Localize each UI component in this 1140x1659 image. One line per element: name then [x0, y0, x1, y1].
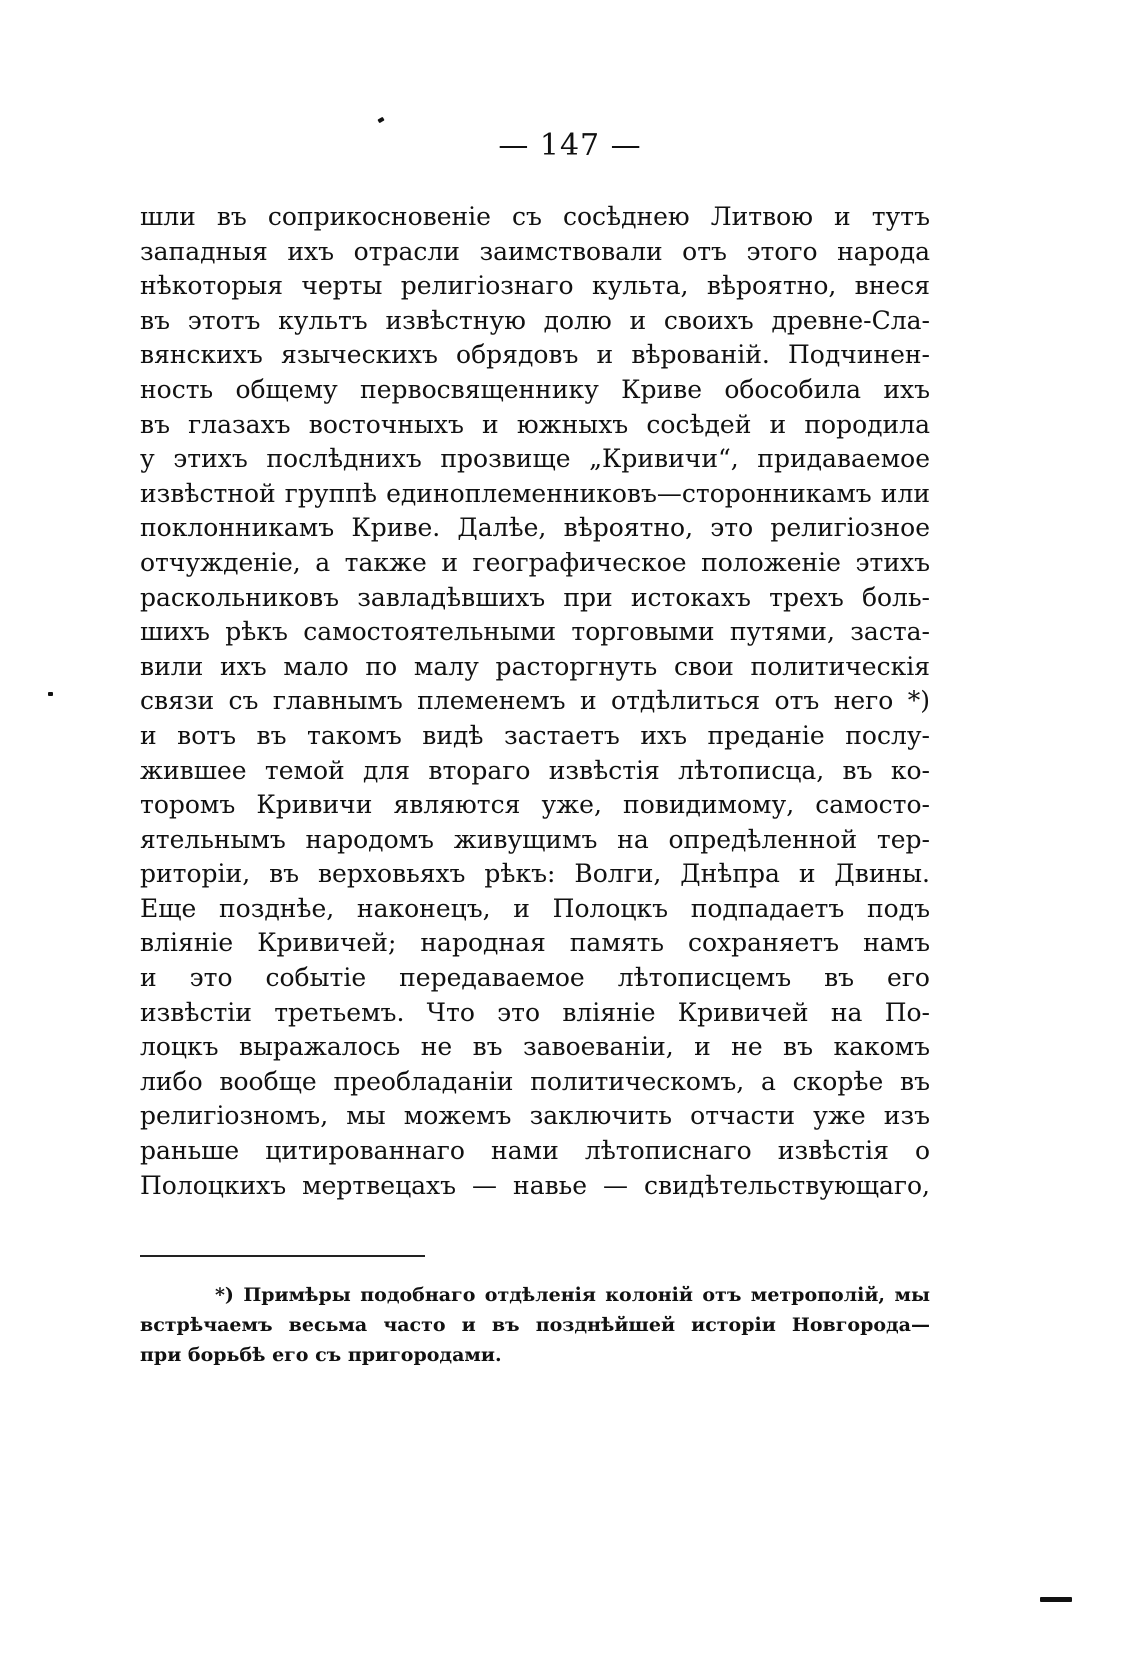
- text-line: извѣстной группѣ единоплеменниковъ—сторонникамъ или: [140, 478, 930, 508]
- scan-speck: [377, 117, 384, 123]
- text-line: шихъ рѣкъ самостоятельными торговыми путями, заста-: [140, 617, 930, 647]
- footnote-line: встрѣчаемъ весьма часто и въ позднѣйшей исторіи Новгорода—: [140, 1314, 930, 1336]
- text-line: религіозномъ, мы можемъ заключить отчасти уже изъ: [140, 1101, 930, 1131]
- text-line: вліяніе Кривичей; народная память сохраняетъ намъ: [140, 928, 930, 958]
- text-line: раскольниковъ завладѣвшихъ при истокахъ трехъ боль-: [140, 582, 930, 612]
- scan-speck: [48, 692, 53, 696]
- text-line: торомъ Кривичи являются уже, повидимому, самосто-: [140, 790, 930, 820]
- scan-speck: [1040, 1597, 1072, 1602]
- footnote-rule: [140, 1255, 425, 1257]
- footnote: [140, 1280, 930, 1370]
- text-line: вили ихъ мало по малу расторгнуть свои политическія: [140, 651, 930, 681]
- text-line: Полоцкихъ мертвецахъ — навье — свидѣтельствующаго,: [140, 1170, 930, 1200]
- footnote-line: при борьбѣ его съ пригородами.: [140, 1344, 502, 1366]
- text-line: лоцкъ выражалось не въ завоеваніи, и не въ какомъ: [140, 1032, 930, 1062]
- text-line: либо вообще преобладаніи политическомъ, а скорѣе въ: [140, 1066, 930, 1096]
- text-line: у этихъ послѣднихъ прозвище „Кривичи“, придаваемое: [140, 444, 930, 474]
- text-line: ятельнымъ народомъ живущимъ на опредѣленной тер-: [140, 824, 930, 854]
- text-line: связи съ главнымъ племенемъ и отдѣлиться отъ него *): [140, 686, 930, 716]
- text-line: отчужденіе, а также и географическое положеніе этихъ: [140, 547, 930, 577]
- text-line: ность общему первосвященнику Криве обособила ихъ: [140, 374, 930, 404]
- text-line: раньше цитированнаго нами лѣтописнаго извѣстія о: [140, 1136, 930, 1166]
- text-line: въ глазахъ восточныхъ и южныхъ сосѣдей и породила: [140, 409, 930, 439]
- text-line: Еще позднѣе, наконецъ, и Полоцкъ подпадаетъ подъ: [140, 893, 930, 923]
- text-line: поклонникамъ Криве. Далѣе, вѣроятно, это религіозное: [140, 513, 930, 543]
- text-line: и вотъ въ такомъ видѣ застаетъ ихъ преданіе послу-: [140, 720, 930, 750]
- body-text: [140, 200, 930, 1203]
- text-line: жившее темой для втораго извѣстія лѣтописца, въ ко-: [140, 755, 930, 785]
- text-line: нѣкоторыя черты религіознаго культа, вѣроятно, внеся: [140, 271, 930, 301]
- text-line: западныя ихъ отрасли заимствовали отъ этого народа: [140, 236, 930, 266]
- text-line: и это событіе передаваемое лѣтописцемъ въ его: [140, 963, 930, 993]
- text-line: шли въ соприкосновеніе съ сосѣднею Литвою и тутъ: [140, 202, 930, 231]
- footnote-line: *) Примѣры подобнаго отдѣленія колоній отъ метрополій, мы: [215, 1284, 930, 1306]
- text-line: въ этотъ культъ извѣстную долю и своихъ древне-Сла-: [140, 305, 930, 335]
- text-line: риторіи, въ верховьяхъ рѣкъ: Волги, Днѣпра и Двины.: [140, 859, 930, 889]
- text-line: вянскихъ языческихъ обрядовъ и вѣрованій. Подчинен-: [140, 340, 930, 370]
- page-number: — 147 —: [498, 128, 642, 163]
- text-line: извѣстіи третьемъ. Что это вліяніе Кривичей на По-: [140, 997, 930, 1027]
